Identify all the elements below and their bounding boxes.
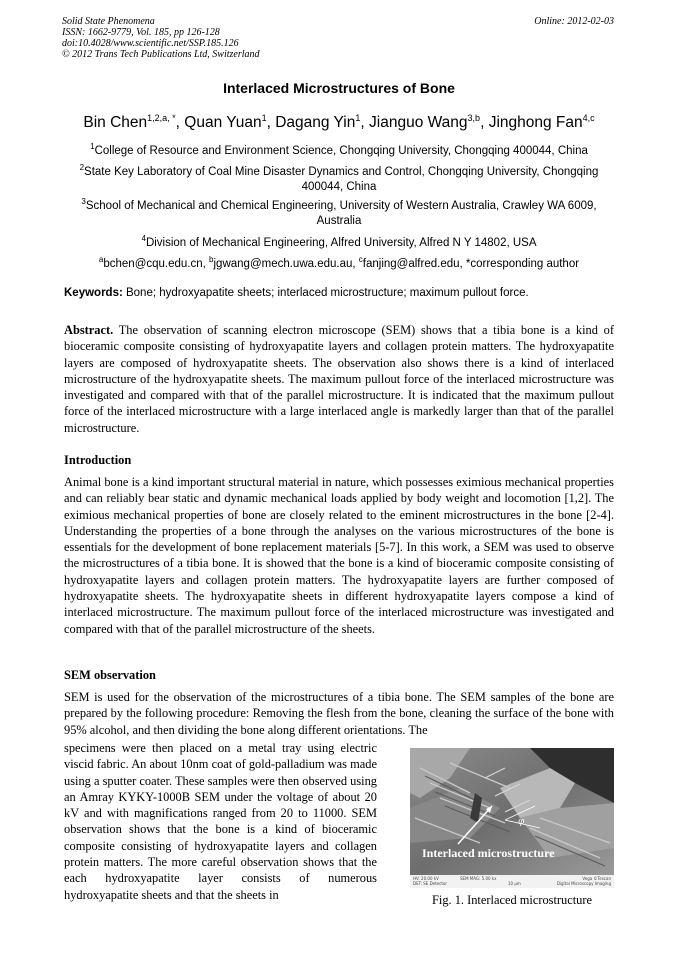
abstract-text: The observation of scanning electron microscope (SEM) shows that a tibia bone is a kind of bioceramic composite consisting of hydroxyapatite layers and collagen protein matters. The hydroxyapatite layers are composed of hydroxyapatite sheets. The observation also shows there is a kind of interlaced microstructure of the hydroxyapatite sheets. The maximum pullout force of the interlaced microstructure was investigated and compared with that of the parallel microstructure. It is indicated that the maximum pullout force of the interlaced microstructure with a large interlaced angle is markedly larger than that of the parallel microstructure. [64, 323, 614, 435]
affiliation-num: 1 [90, 142, 95, 151]
sem-brand-sub: Digital Microscopy Imaging [556, 881, 611, 886]
email-text: fanjing@alfred.edu, *corresponding author [362, 257, 580, 270]
affiliation-text: State Key Laboratory of Coal Mine Disaster Dynamics and Control, Chongqing University, Chongqing 400044, China [84, 165, 599, 193]
abstract-label: Abstract. [64, 323, 114, 337]
author-name: Quan Yuan [184, 114, 262, 132]
doi-line: doi:10.4028/www.scientific.net/SSP.185.126 [62, 38, 239, 49]
affiliation-num: 4 [141, 234, 146, 243]
figure-overlay-label: Interlaced microstructure [422, 846, 555, 860]
introduction-text: Animal bone is a kind important structural material in nature, which possesses eximious mechanical properties and can reliably bear static and dynamic mechanical loads applied by body weight and locomotion [1,2]. The eximious mechanical properties of bone are closely related to the eminent microstructures in the bone [2-4]. Understanding the properties of a bone through the analyses on the various microstructures of the bone is essentials for the development of bone replacement materials [5-7]. In this work, a SEM was used to observe the microstructures of a tibia bone. It is showed that the bone is a kind of bioceramic composite consisting of hydroxyapatite layers and collagen protein matters. The hydroxyapatite layers are further composed of hydroxyapatite sheets. The hydroxyapatite sheets in different hydroxyapatite layers compose a kind of interlaced microstructure. The maximum pullout force of the interlaced microstructure was investigated and compared with that of the parallel microstructure of the sheets. [64, 475, 614, 636]
keywords [64, 287, 529, 299]
paper-title: Interlaced Microstructures of Bone [223, 80, 455, 96]
author-sup: 1 [355, 113, 361, 123]
affiliation-text: School of Mechanical and Chemical Engineering, University of Western Australia, Crawley WA 6009, Australia [85, 199, 597, 227]
figure-caption: Fig. 1. Interlaced microstructure [432, 893, 592, 907]
sem-figure [410, 748, 614, 888]
affiliation-text: Division of Mechanical Engineering, Alfred University, Alfred N Y 14802, USA [145, 236, 537, 249]
email-text: jgwang@mech.uwa.edu.au, [213, 257, 359, 270]
sem-hv: HV: 20.00 kV [413, 876, 439, 881]
introduction-heading: Introduction [64, 453, 132, 467]
author-name: Dagang Yin [275, 114, 356, 132]
affiliation-3 [64, 194, 614, 229]
author-sup: 1,2,a, * [147, 113, 176, 123]
sem-heading: SEM observation [64, 668, 156, 682]
affiliation-text: College of Resource and Environment Science, Chongqing University, Chongqing 400044, China [94, 144, 588, 157]
author-name: Bin Chen [83, 114, 148, 132]
email-text: bchen@cqu.edu.cn, [103, 257, 210, 270]
sem-mag: SEM MAG: 5.00 kx [460, 876, 497, 881]
keywords-label: Keywords: [64, 287, 123, 299]
sem-text: SEM is used for the observation of the microstructures of a tibia bone. The SEM samples of the bone are prepared by the following procedure: Removing the flesh from the bone, cleaning the surface of the bone with 95% alcohol, and then dividing the bone along different orientations. The [64, 690, 614, 737]
abstract [64, 322, 614, 436]
sem-det: DET: SE Detector [413, 881, 447, 886]
online-date: Online: 2012-02-03 [534, 16, 614, 27]
angle-label: φ [518, 817, 525, 827]
author-sup: 4,c [582, 113, 595, 123]
issn-line: ISSN: 1662-9779, Vol. 185, pp 126-128 [62, 27, 220, 38]
email-sup: a [98, 255, 104, 264]
journal-header [62, 16, 260, 60]
author-list: Bin Chen$^{1,2,a, *}$, Quan Yuan$^1$, Dagang Yin$^1$, Jianguo Wang$^{3,b}$, Jinghong Fan$^{4,c}$ [83, 113, 595, 132]
sem-scale: 10 µm [508, 881, 521, 886]
author-name: Jianguo Wang [369, 114, 468, 132]
sem-text-column: specimens were then placed on a metal tray using electric viscid fabric. An about 10nm coat of gold-palladium was made using a sputter coater. These samples were then observed using an Amray KYKY-1000B SEM under the voltage of about 20 kV and with magnifications ranged from 20 to 11000. SEM observation shows that the bone is a kind of bioceramic composite consisting of hydroxyapatite layers and collagen protein matters. The more careful observation shows that the each hydroxyapatite layer consists of numerous hydroxyapatite sheets and that the sheets in [64, 741, 377, 902]
keywords-text: Bone; hydroxyapatite sheets; interlaced microstructure; maximum pullout force. [122, 287, 529, 299]
author-sup: 1 [261, 113, 267, 123]
sem-brand: Vega ©Tescan [582, 876, 611, 881]
affiliation-1 [64, 139, 614, 159]
affiliation-4 [64, 231, 614, 251]
affiliation-num: 2 [79, 163, 85, 172]
author-name: Jinghong Fan [488, 114, 583, 132]
email-sup: b [209, 255, 214, 264]
email-line [64, 252, 614, 272]
copyright-line: © 2012 Trans Tech Publications Ltd, Switzerland [62, 49, 260, 60]
sem-info-bar [410, 875, 614, 888]
affiliation-num: 3 [81, 197, 86, 206]
affiliation-2 [64, 160, 614, 195]
email-sup: c [358, 255, 363, 264]
author-sup: 3,b [467, 113, 481, 123]
journal-name: Solid State Phenomena [62, 16, 155, 27]
